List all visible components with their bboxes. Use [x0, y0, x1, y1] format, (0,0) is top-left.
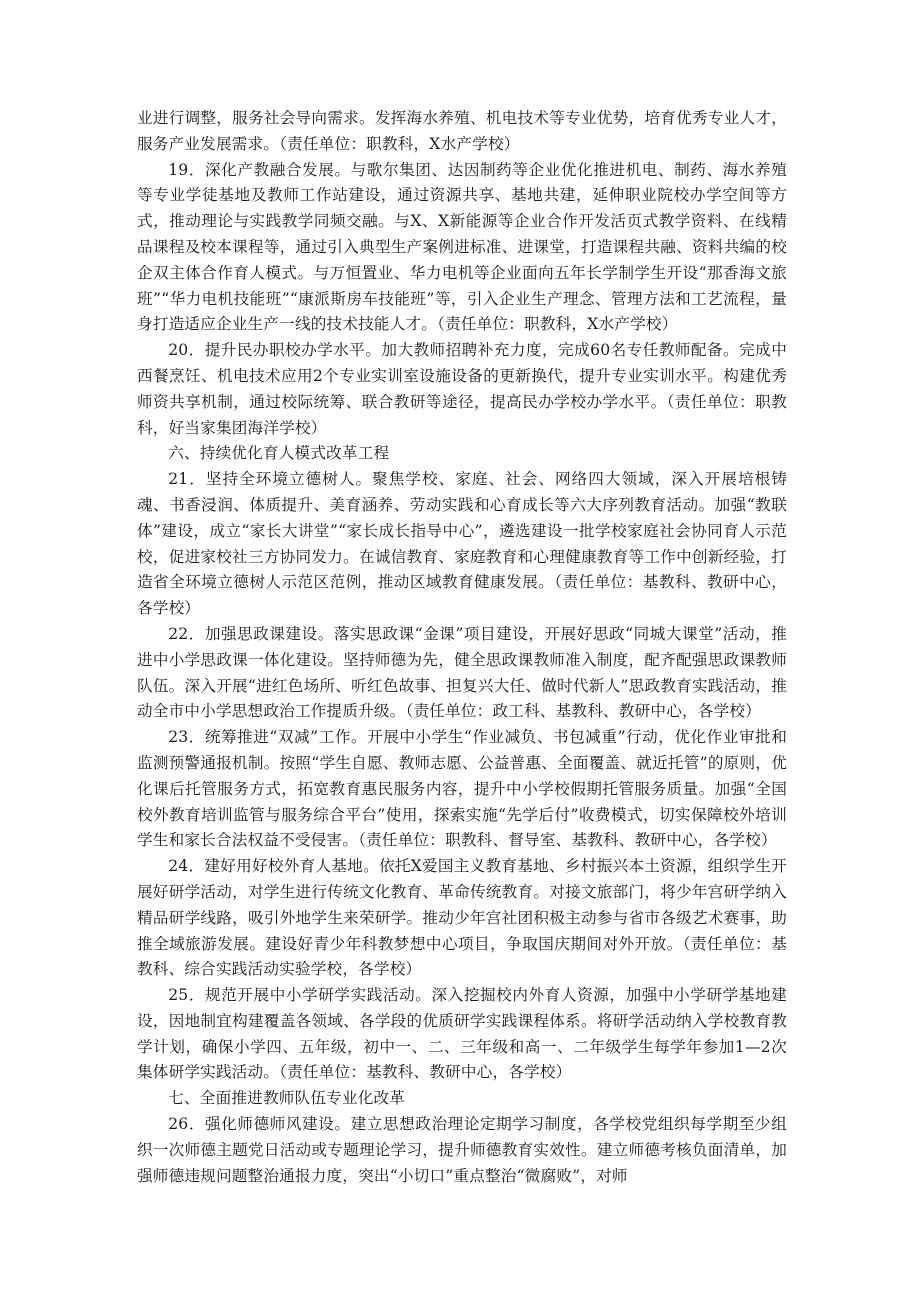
section-heading-7: 七、全面推进教师队伍专业化改革	[168, 1089, 406, 1108]
paragraph-item-23: 23．统筹推进“双减”工作。开展中小学生“作业减负、书包减重”行动，优化作业审批和监测预警通报机制。按照“学生自愿、教师志愿、公益普惠、全面覆盖、就近托管”的原则，优化课后托管服务方式，拓宽教育惠民服务内容，提升中小学校假期托管服务质量。加强“全国校外教育培训监管与服务综合平台”使用，探索实施“先学后付”收费模式，切实保障校外培训学生和家长合法权益不受侵害。（责任单位：职教科、督导室、基教科、教研中心，各学校）	[137, 728, 787, 850]
paragraph-item-25: 25．规范开展中小学研学实践活动。深入挖掘校内外育人资源，加强中小学研学基地建设，因地制宜构建覆盖各领域、各学段的优质研学实践课程体系。将研学活动纳入学校教育教学计划，确保小学四、五年级，初中一、二、三年级和高一、二年级学生每学年参加1—2次集体研学实践活动。（责任单位：基教科、教研中心，各学校）	[137, 986, 787, 1082]
section-heading-6: 六、持续优化育人模式改革工程	[168, 444, 390, 463]
document-body	[137, 106, 787, 1189]
paragraph-item-26: 26．强化师德师风建设。建立思想政治理论定期学习制度，各学校党组织每学期至少组织一次师德主题党日活动或专题理论学习，提升师德教育实效性。建立师德考核负面清单，加强师德违规问题整治通报力度，突出“小切口”重点整治“微腐败”，对师	[137, 1115, 787, 1185]
paragraph-item-22: 22．加强思政课建设。落实思政课“金课”项目建设，开展好思政“同城大课堂”活动，推进中小学思政课一体化建设。坚持师德为先，健全思政课教师准入制度，配齐配强思政课教师队伍。深入开展“进红色场所、听红色故事、担复兴大任、做时代新人”思政教育实践活动，推动全市中小学思想政治工作提质升级。（责任单位：政工科、基教科、教研中心，各学校）	[137, 624, 787, 721]
paragraph-continued: 业进行调整，服务社会导向需求。发挥海水养殖、机电技术等专业优势，培育优秀专业人才，服务产业发展需求。（责任单位：职教科，X水产学校）	[137, 109, 787, 153]
paragraph-item-19: 19．深化产教融合发展。与歌尔集团、达因制药等企业优化推进机电、制药、海水养殖等专业学徒基地及教师工作站建设，通过资源共享、基地共建，延伸职业院校办学空间等方式，推动理论与实践教学同频交融。与X、X新能源等企业合作开发活页式教学资料、在线精品课程及校本课程等，通过引入典型生产案例进标准、进课堂，打造课程共融、资料共编的校企双主体合作育人模式。与万恒置业、华力电机等企业面向五年长学制学生开设“那香海文旅班”“华力电机技能班”“康派斯房车技能班”等，引入企业生产理念、管理方法和工艺流程，量身打造适应企业生产一线的技术技能人才。（责任单位：职教科，X水产学校）	[137, 160, 787, 334]
paragraph-item-21: 21．坚持全环境立德树人。聚焦学校、家庭、社会、网络四大领域，深入开展培根铸魂、书香浸润、体质提升、美育涵养、劳动实践和心育成长等六大序列教育活动。加强“教联体”建设，成立“家长大讲堂”“家长成长指导中心”，遴选建设一批学校家庭社会协同育人示范校，促进家校社三方协同发力。在诚信教育、家庭教育和心理健康教育等工作中创新经验，打造省全环境立德树人示范区范例，推动区域教育健康发展。（责任单位：基教科、教研中心，各学校）	[137, 470, 787, 618]
paragraph-item-20: 20．提升民办职校办学水平。加大教师招聘补充力度，完成60名专任教师配备。完成中西餐烹饪、机电技术应用2个专业实训室设施设备的更新换代，提升专业实训水平。构建优秀师资共享机制，通过校际统筹、联合教研等途径，提高民办学校办学水平。（责任单位：职教科，好当家集团海洋学校）	[137, 341, 787, 437]
paragraph-item-24: 24．建好用好校外育人基地。依托X爱国主义教育基地、乡村振兴本土资源，组织学生开展好研学活动，对学生进行传统文化教育、革命传统教育。对接文旅部门，将少年宫研学纳入精品研学线路，吸引外地学生来荣研学。推动少年宫社团积极主动参与省市各级艺术赛事，助推全域旅游发展。建设好青少年科教梦想中心项目，争取国庆期间对外开放。（责任单位：基教科、综合实践活动实验学校，各学校）	[137, 857, 787, 979]
